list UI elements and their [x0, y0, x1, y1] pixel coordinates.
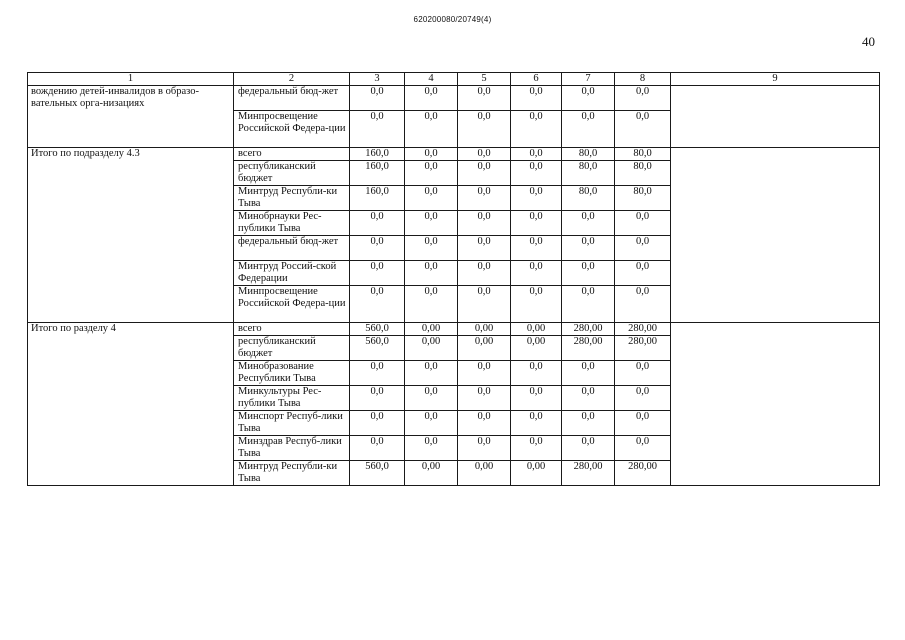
value-cell: 0,0 — [405, 261, 458, 286]
value-cell: 0,0 — [458, 361, 511, 386]
funding-source-cell: Минтруд Республи-ки Тыва — [234, 461, 350, 486]
note-cell — [671, 323, 880, 486]
funding-source-cell: Минкультуры Рес-публики Тыва — [234, 386, 350, 411]
value-cell: 280,00 — [615, 323, 671, 336]
value-cell: 0,0 — [615, 386, 671, 411]
value-cell: 0,0 — [350, 286, 405, 323]
funding-source-cell: Минтруд Республи-ки Тыва — [234, 186, 350, 211]
value-cell: 160,0 — [350, 186, 405, 211]
funding-source-cell: всего — [234, 323, 350, 336]
value-cell: 0,0 — [405, 411, 458, 436]
column-number: 1 — [28, 73, 234, 86]
value-cell: 0,0 — [458, 111, 511, 148]
note-cell — [671, 148, 880, 323]
budget-table — [27, 72, 880, 486]
value-cell: 0,0 — [405, 111, 458, 148]
value-cell: 0,0 — [562, 386, 615, 411]
value-cell: 0,0 — [562, 211, 615, 236]
value-cell: 0,0 — [458, 411, 511, 436]
value-cell: 0,0 — [458, 386, 511, 411]
value-cell: 0,0 — [405, 161, 458, 186]
value-cell: 0,0 — [562, 261, 615, 286]
value-cell: 0,0 — [350, 361, 405, 386]
value-cell: 0,0 — [562, 111, 615, 148]
value-cell: 0,0 — [405, 148, 458, 161]
value-cell: 0,00 — [458, 336, 511, 361]
value-cell: 0,0 — [511, 411, 562, 436]
value-cell: 0,0 — [511, 161, 562, 186]
value-cell: 80,0 — [615, 148, 671, 161]
value-cell: 0,0 — [405, 286, 458, 323]
value-cell: 0,0 — [458, 161, 511, 186]
value-cell: 0,00 — [405, 323, 458, 336]
value-cell: 280,00 — [615, 336, 671, 361]
value-cell: 0,0 — [350, 261, 405, 286]
value-cell: 0,00 — [511, 461, 562, 486]
value-cell: 280,00 — [615, 461, 671, 486]
funding-source-cell: Минпросвещение Российской Федера-ции — [234, 286, 350, 323]
column-number: 3 — [350, 73, 405, 86]
value-cell: 560,0 — [350, 461, 405, 486]
funding-source-cell: федеральный бюд-жет — [234, 86, 350, 111]
column-number: 9 — [671, 73, 880, 86]
value-cell: 0,00 — [458, 461, 511, 486]
value-cell: 80,0 — [562, 161, 615, 186]
funding-source-cell: Минспорт Респуб-лики Тыва — [234, 411, 350, 436]
document-code: 620200080/20749(4) — [413, 15, 492, 24]
value-cell: 0,0 — [458, 261, 511, 286]
value-cell: 0,0 — [615, 111, 671, 148]
value-cell: 0,0 — [405, 361, 458, 386]
value-cell: 80,0 — [562, 148, 615, 161]
funding-source-cell: Минтруд Россий-ской Федерации — [234, 261, 350, 286]
funding-source-cell: Минпросвещение Российской Федера-ции — [234, 111, 350, 148]
group-name-cell: Итого по подразделу 4.3 — [28, 148, 234, 323]
value-cell: 0,00 — [511, 336, 562, 361]
value-cell: 160,0 — [350, 148, 405, 161]
value-cell: 0,0 — [405, 186, 458, 211]
value-cell: 0,0 — [562, 286, 615, 323]
value-cell: 0,0 — [511, 286, 562, 323]
value-cell: 0,0 — [511, 111, 562, 148]
value-cell: 0,0 — [562, 411, 615, 436]
value-cell: 0,0 — [511, 436, 562, 461]
value-cell: 560,0 — [350, 323, 405, 336]
value-cell: 0,0 — [615, 411, 671, 436]
value-cell: 80,0 — [615, 161, 671, 186]
column-number: 2 — [234, 73, 350, 86]
value-cell: 0,0 — [511, 86, 562, 111]
value-cell: 0,0 — [350, 211, 405, 236]
table-row — [28, 148, 880, 161]
value-cell: 280,00 — [562, 461, 615, 486]
value-cell: 0,0 — [350, 236, 405, 261]
value-cell: 0,0 — [405, 386, 458, 411]
value-cell: 80,0 — [615, 186, 671, 211]
column-number: 6 — [511, 73, 562, 86]
funding-source-cell: федеральный бюд-жет — [234, 236, 350, 261]
value-cell: 0,0 — [562, 86, 615, 111]
table-row — [28, 323, 880, 336]
value-cell: 0,0 — [615, 261, 671, 286]
funding-source-cell: республиканский бюджет — [234, 336, 350, 361]
value-cell: 0,0 — [458, 211, 511, 236]
value-cell: 0,0 — [615, 236, 671, 261]
value-cell: 0,0 — [511, 361, 562, 386]
value-cell: 0,00 — [458, 323, 511, 336]
funding-source-cell: республиканский бюджет — [234, 161, 350, 186]
value-cell: 0,0 — [458, 148, 511, 161]
value-cell: 0,00 — [405, 461, 458, 486]
value-cell: 0,0 — [458, 236, 511, 261]
value-cell: 0,0 — [458, 86, 511, 111]
page-number: 40 — [862, 34, 875, 49]
value-cell: 0,0 — [562, 436, 615, 461]
value-cell: 0,0 — [458, 436, 511, 461]
value-cell: 0,0 — [615, 361, 671, 386]
funding-source-cell: Минобрнауки Рес-публики Тыва — [234, 211, 350, 236]
value-cell: 0,0 — [511, 211, 562, 236]
value-cell: 560,0 — [350, 336, 405, 361]
value-cell: 0,0 — [405, 86, 458, 111]
column-number: 4 — [405, 73, 458, 86]
funding-source-cell: всего — [234, 148, 350, 161]
value-cell: 0,0 — [350, 386, 405, 411]
value-cell: 0,0 — [405, 211, 458, 236]
value-cell: 0,0 — [511, 261, 562, 286]
value-cell: 0,0 — [405, 236, 458, 261]
value-cell: 0,0 — [615, 436, 671, 461]
value-cell: 0,0 — [350, 111, 405, 148]
value-cell: 80,0 — [562, 186, 615, 211]
value-cell: 0,0 — [615, 211, 671, 236]
value-cell: 0,00 — [511, 323, 562, 336]
value-cell: 0,0 — [615, 86, 671, 111]
funding-source-cell: Минобразование Республики Тыва — [234, 361, 350, 386]
value-cell: 0,0 — [350, 411, 405, 436]
value-cell: 0,0 — [458, 186, 511, 211]
value-cell: 160,0 — [350, 161, 405, 186]
column-number: 8 — [615, 73, 671, 86]
value-cell: 0,0 — [511, 386, 562, 411]
value-cell: 280,00 — [562, 336, 615, 361]
column-number: 7 — [562, 73, 615, 86]
group-name-cell: Итого по разделу 4 — [28, 323, 234, 486]
value-cell: 0,0 — [350, 86, 405, 111]
group-name-cell: вождению детей-инвалидов в образо-вательных орга-низациях — [28, 86, 234, 148]
funding-source-cell: Минздрав Респуб-лики Тыва — [234, 436, 350, 461]
value-cell: 0,0 — [562, 236, 615, 261]
value-cell: 0,0 — [562, 361, 615, 386]
value-cell: 0,0 — [511, 148, 562, 161]
value-cell: 0,00 — [405, 336, 458, 361]
column-number: 5 — [458, 73, 511, 86]
value-cell: 0,0 — [405, 436, 458, 461]
table-row — [28, 86, 880, 111]
column-number-row — [28, 73, 880, 86]
value-cell: 0,0 — [350, 436, 405, 461]
note-cell — [671, 86, 880, 148]
value-cell: 0,0 — [615, 286, 671, 323]
value-cell: 0,0 — [458, 286, 511, 323]
value-cell: 0,0 — [511, 236, 562, 261]
value-cell: 0,0 — [511, 186, 562, 211]
value-cell: 280,00 — [562, 323, 615, 336]
table-body — [28, 86, 880, 486]
